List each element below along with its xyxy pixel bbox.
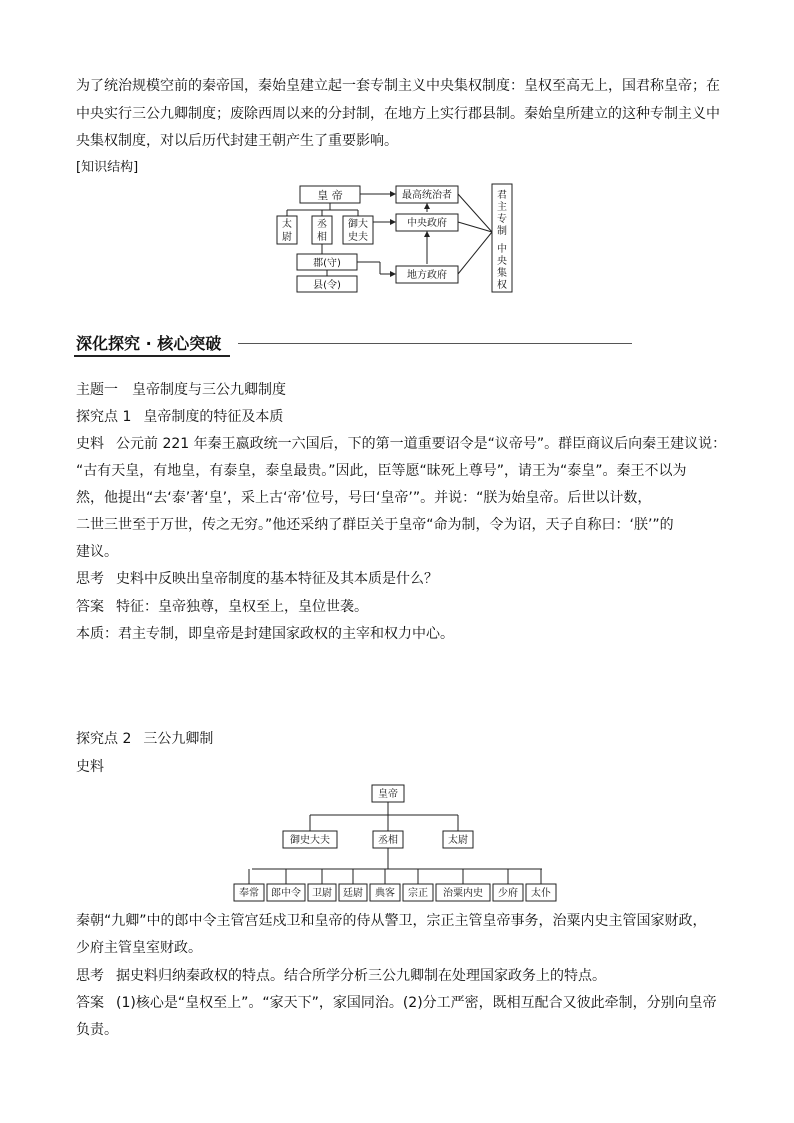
knowledge-structure-diagram [270, 182, 530, 296]
answer1 [76, 597, 368, 617]
minister-label: 廷尉 [343, 888, 363, 899]
autocracy-char-3: 专 [497, 214, 507, 225]
point2-text-line-1: 秦朝“九卿”中的郎中令主管宫廷戍卫和皇帝的侍从警卫，宗正主管皇帝事务，治粟内史主管国家财政， [76, 913, 707, 929]
point1-title: 皇帝制度的特征及本质 [143, 409, 284, 425]
material1-label: 史料 [76, 436, 104, 452]
minister-label: 郎中令 [271, 888, 301, 899]
centralization-char-2: 央 [497, 256, 507, 267]
answer2-text-1: (1)核心是“皇权至上”。“家天下”，家国同治。(2)分工严密，既相互配合又彼此牵制，分别向皇帝 [116, 995, 717, 1011]
central-gov-label: 中央政府 [407, 218, 447, 229]
centralization-char-1: 中 [497, 244, 507, 255]
minister-label: 少府 [498, 888, 518, 899]
think2-text: 据史料归纳秦政权的特点。结合所学分析三公九卿制在处理国家政务上的特点。 [116, 968, 606, 984]
minister-label: 奉常 [239, 888, 259, 899]
point1-heading [76, 407, 283, 427]
yushi-line-2: 史夫 [348, 232, 368, 243]
material2-label: 史料 [76, 759, 104, 775]
minister-label: 宗正 [408, 888, 428, 899]
minister-label: 卫尉 [312, 888, 332, 899]
centralization-char-4: 权 [497, 280, 507, 291]
answer2-label: 答案 [76, 995, 104, 1011]
autocracy-char-1: 君 [497, 190, 507, 201]
material1-line-2: “古有天皇，有地皇，有泰皇，泰皇最贵。”因此，臣等愿“昧死上尊号”，请王为“泰皇”。秦王不以为 [76, 463, 687, 479]
answer1-text: 特征：皇帝独尊，皇权至上，皇位世袭。 [116, 599, 368, 615]
chengxiang-char-2: 相 [317, 232, 327, 243]
xian-label: 县(令) [313, 280, 341, 291]
essence-text: 本质：君主专制，即皇帝是封建国家政权的主宰和权力中心。 [76, 626, 454, 642]
section-heading: 深化探究 · 核心突破 [76, 334, 222, 353]
minister-label: 太仆 [531, 888, 551, 899]
yushi-line-1: 御大 [348, 219, 368, 230]
answer2-line-2: 负责。 [76, 1022, 118, 1038]
jun-label: 郡(守) [313, 258, 341, 269]
yushidafu-label: 御史大夫 [290, 835, 330, 846]
minister-label: 典客 [375, 888, 395, 899]
answer1-label: 答案 [76, 599, 104, 615]
think1-label: 思考 [76, 571, 104, 587]
intro-line-1: 为了统治规模空前的秦帝国，秦始皇建立起一套专制主义中央集权制度：皇权至高无上，国君称皇帝；在 [76, 78, 720, 94]
autocracy-char-2: 主 [497, 202, 507, 213]
supreme-ruler-label: 最高统治者 [402, 190, 452, 201]
taiwei-char-2: 尉 [282, 232, 292, 243]
heading-rule [238, 343, 632, 344]
nine-ministers-group [234, 869, 556, 901]
think1 [76, 569, 438, 589]
answer2-line-1 [76, 993, 717, 1013]
point2-title: 三公九卿制 [143, 731, 214, 747]
centralization-char-3: 集 [497, 268, 507, 279]
think2 [76, 966, 606, 986]
intro-line-3: 央集权制度，对以后历代封建王朝产生了重要影响。 [76, 133, 398, 149]
material1-line-5: 建议。 [76, 544, 118, 560]
point2-text-line-2: 少府主管皇室财政。 [76, 940, 202, 956]
point1-label: 探究点 1 [76, 409, 132, 425]
point2-label: 探究点 2 [76, 731, 132, 747]
taiwei-label-2: 太尉 [448, 835, 468, 846]
local-gov-label: 地方政府 [407, 270, 447, 281]
think2-label: 思考 [76, 968, 104, 984]
think1-text: 史料中反映出皇帝制度的基本特征及其本质是什么？ [116, 571, 438, 587]
emperor-label: 皇 帝 [317, 189, 343, 202]
autocracy-char-4: 制 [497, 226, 507, 237]
point2-heading [76, 729, 213, 749]
material1-line-1 [76, 434, 726, 454]
intro-line-2: 中央实行三公九卿制度；废除西周以来的分封制，在地方上实行郡县制。秦始皇所建立的这种专制主义中 [76, 106, 720, 122]
material1-text-1: 公元前 221 年秦王嬴政统一六国后，下的第一道重要诏令是“议帝号”。群臣商议后向秦王建议说： [116, 436, 727, 452]
heading-underline [74, 355, 230, 357]
d2-emperor-label: 皇帝 [378, 789, 398, 800]
three-dukes-nine-ministers-diagram [230, 782, 560, 904]
material1-line-4: 二世三世至于万世，传之无穷。”他还采纳了群臣关于皇帝“命为制，令为诏，天子自称曰：‘朕’”的 [76, 517, 674, 533]
material1-line-3: 然，他提出“去‘泰’著‘皇’，采上古‘帝’位号，号曰‘皇帝’”。并说：“朕为始皇帝。后世以计数， [76, 490, 652, 506]
chengxiang-label-2: 丞相 [378, 835, 398, 846]
topic1-title: 主题一 皇帝制度与三公九卿制度 [76, 382, 286, 398]
minister-label: 治粟内史 [443, 888, 483, 899]
taiwei-char-1: 太 [282, 219, 292, 230]
knowledge-structure-label: [知识结构] [76, 160, 139, 175]
chengxiang-char-1: 丞 [317, 219, 327, 230]
